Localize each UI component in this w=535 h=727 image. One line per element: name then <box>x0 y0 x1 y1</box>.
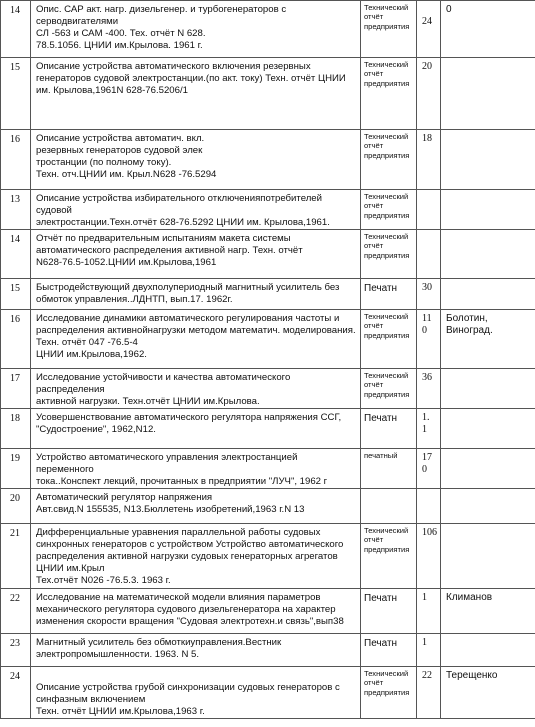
table-row <box>1 449 535 489</box>
row-publication-type: Технический отчёт предприятия <box>361 190 417 230</box>
row-publication-type: Технический отчёт предприятия <box>361 667 417 719</box>
row-pages: 30 <box>417 279 441 310</box>
row-publication-type <box>361 489 417 524</box>
row-number: 13 <box>1 190 31 230</box>
table-row <box>1 369 535 409</box>
row-description: Описание устройства грубой синхронизации судовых генераторов с синфазным включением Техн. отчёт ЦНИИ им.Крылова,1963 г. <box>31 667 361 719</box>
table-row <box>1 409 535 449</box>
row-pages: 1 <box>417 634 441 667</box>
row-pages: 1. 1 <box>417 409 441 449</box>
row-coauthors: Терещенко <box>441 667 535 719</box>
row-description: Автоматический регулятор напряжения Авт.свид.N 155535, N13.Бюллетень изобретений,1963 г.N 13 <box>31 489 361 524</box>
row-coauthors <box>441 130 535 190</box>
row-pages <box>417 230 441 279</box>
row-description: Магнитный усилитель без обмоткиуправления.Вестник электропромышленности. 1963. N 5. <box>31 634 361 667</box>
row-pages: 22 <box>417 667 441 719</box>
row-description: Исследование устойчивости и качества автоматического распределения активной нагрузки. Техн.отчёт ЦНИИ им.Крылова. <box>31 369 361 409</box>
table-row <box>1 130 535 190</box>
row-description: Описание устройства автоматич. вкл. резервных генераторов судовой элек тростанции (по полному току). Техн. отч.ЦНИИ им. Крыл.N628 -76.5294 <box>31 130 361 190</box>
table-row <box>1 279 535 310</box>
table-row <box>1 667 535 719</box>
row-number: 14 <box>1 230 31 279</box>
row-pages: 24 <box>417 1 441 58</box>
row-description: Быстродействующий двухполупериодный магнитный усилитель без обмоток управления..ЛДНТП, вып.17. 1962г. <box>31 279 361 310</box>
row-pages: 11 0 <box>417 310 441 369</box>
row-coauthors <box>441 524 535 589</box>
row-number: 16 <box>1 310 31 369</box>
row-pages: 106 <box>417 524 441 589</box>
row-coauthors: 0 <box>441 1 535 58</box>
row-coauthors <box>441 279 535 310</box>
row-number: 18 <box>1 409 31 449</box>
row-pages <box>417 489 441 524</box>
row-number: 16 <box>1 130 31 190</box>
row-number: 15 <box>1 58 31 130</box>
row-pages <box>417 190 441 230</box>
row-coauthors <box>441 58 535 130</box>
row-publication-type: Печатн <box>361 409 417 449</box>
row-pages: 17 0 <box>417 449 441 489</box>
row-number: 21 <box>1 524 31 589</box>
row-number: 17 <box>1 369 31 409</box>
table-body <box>1 1 535 719</box>
row-publication-type: Печатн <box>361 589 417 634</box>
row-description: Отчёт по предварительным испытаниям макета системы автоматического распределения активной нагр. Техн. отчёт N628-76.5-1052.ЦНИИ им.Крылова,1961 <box>31 230 361 279</box>
table-row <box>1 589 535 634</box>
row-publication-type: Технический отчёт предприятия <box>361 369 417 409</box>
row-number: 15 <box>1 279 31 310</box>
table-row <box>1 310 535 369</box>
row-coauthors <box>441 369 535 409</box>
row-pages: 1 <box>417 589 441 634</box>
row-description: Исследование на математической модели влияния параметров механического регулятора судового дизельгенератора на характер изменения скорости вращения "Судовая электротехн.и связь",вып38 <box>31 589 361 634</box>
row-number: 24 <box>1 667 31 719</box>
row-coauthors <box>441 634 535 667</box>
row-pages: 20 <box>417 58 441 130</box>
row-pages: 18 <box>417 130 441 190</box>
row-number: 22 <box>1 589 31 634</box>
row-description: Усовершенствование автоматического регулятора напряжения ССГ, "Судостроение", 1962,N12. <box>31 409 361 449</box>
row-publication-type: Технический отчёт предприятия <box>361 1 417 58</box>
table-row <box>1 58 535 130</box>
row-description: Опис. САР акт. нагр. дизельгенер. и турбогенераторов с серводвигателями СЛ -563 и САМ -400. Тех. отчёт N 628. 78.5.1056. ЦНИИ им.Крылова. 1961 г. <box>31 1 361 58</box>
table-row <box>1 190 535 230</box>
row-number: 20 <box>1 489 31 524</box>
row-description: Описание устройства избирательного отключенияпотребителей судовой электростанции.Техн.отчёт 628-76.5292 ЦНИИ им. Крылова,1961. <box>31 190 361 230</box>
row-publication-type: Печатн <box>361 279 417 310</box>
row-publication-type: Технический отчёт предприятия <box>361 524 417 589</box>
row-publication-type: Технический отчёт предприятия <box>361 58 417 130</box>
table-row <box>1 1 535 58</box>
table-row <box>1 524 535 589</box>
row-publication-type: печатный <box>361 449 417 489</box>
row-number: 19 <box>1 449 31 489</box>
row-description: Описание устройства автоматического включения резервных генераторов судовой электростанции.(по акт. току) Техн. отчёт ЦНИИ им. Крылова,1961N 628-76.5206/1 <box>31 58 361 130</box>
row-description: Дифференциальные уравнения параллельной работы судовых синхронных генераторов с устройством Устройство автоматического распределения активной нагрузки судовых генераторных агрегатов ЦНИИ им.Крыл Тех.отчёт N026 -76.5.3. 1963 г. <box>31 524 361 589</box>
row-number: 23 <box>1 634 31 667</box>
table-row <box>1 634 535 667</box>
row-coauthors: Климанов <box>441 589 535 634</box>
row-coauthors: Болотин, Виноград. <box>441 310 535 369</box>
row-coauthors <box>441 230 535 279</box>
row-publication-type: Печатн <box>361 634 417 667</box>
row-pages: 36 <box>417 369 441 409</box>
table-row <box>1 230 535 279</box>
row-publication-type: Технический отчёт предприятия <box>361 130 417 190</box>
table-row <box>1 489 535 524</box>
row-description: Исследование динамики автоматического регулирования частоты и распределения активнойнагрузки методом математич. моделирования. Техн. отчёт 047 -76.5-4 ЦНИИ им.Крылова,1962. <box>31 310 361 369</box>
row-number: 14 <box>1 1 31 58</box>
row-coauthors <box>441 190 535 230</box>
row-coauthors <box>441 449 535 489</box>
row-publication-type: Технический отчёт предприятия <box>361 230 417 279</box>
row-coauthors <box>441 489 535 524</box>
row-description: Устройство автоматического управления электростанцией переменного тока..Конспект лекций, прочитанных в предприятии "ЛУЧ", 1962 г <box>31 449 361 489</box>
row-coauthors <box>441 409 535 449</box>
row-publication-type: Технический отчёт предприятия <box>361 310 417 369</box>
